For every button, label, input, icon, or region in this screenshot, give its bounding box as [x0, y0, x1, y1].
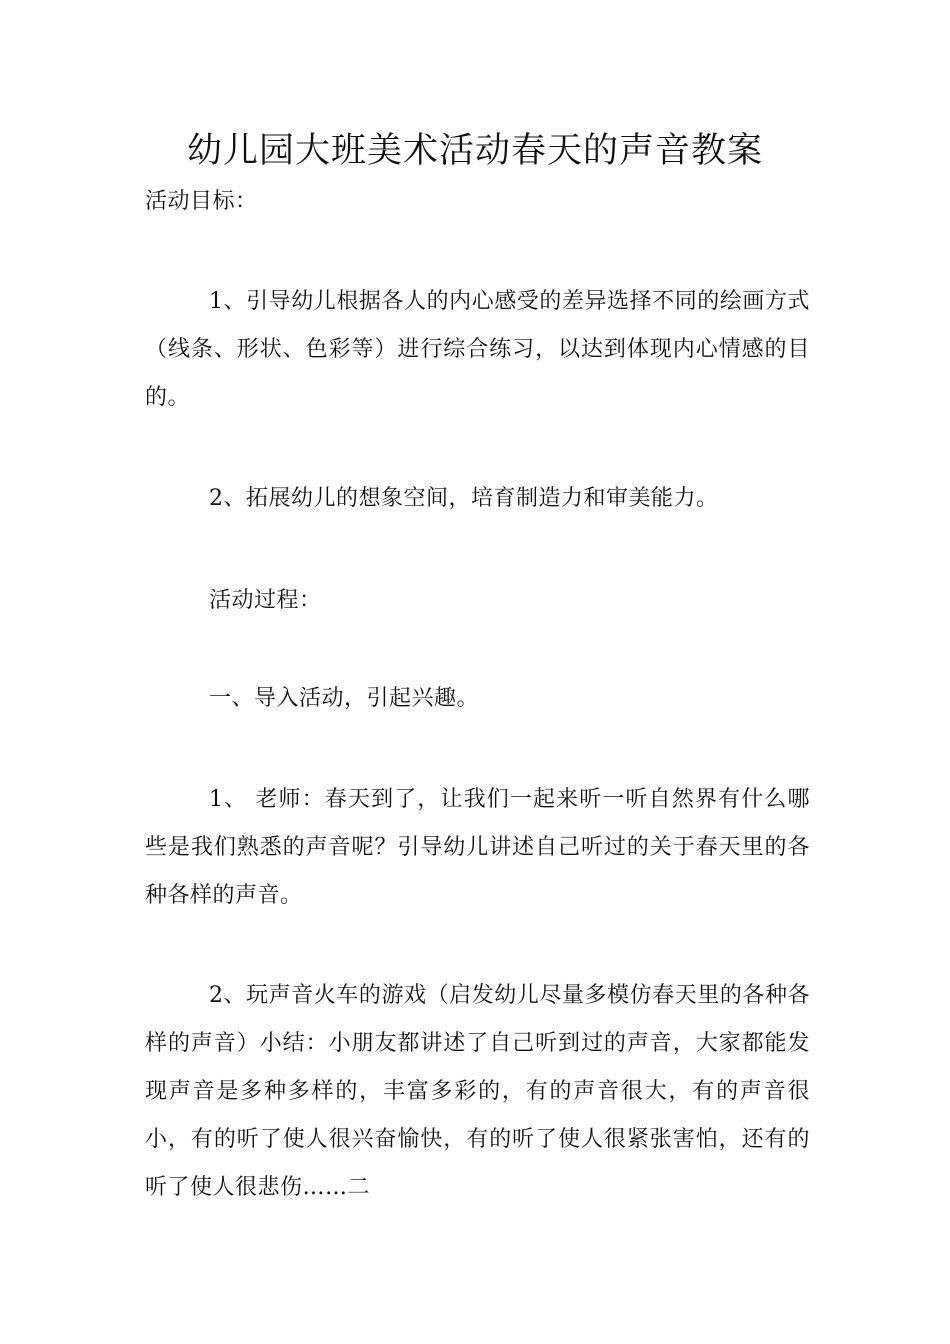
document-title: 幼儿园大班美术活动春天的声音教案: [186, 131, 763, 171]
goals-heading: 活动目标：: [145, 189, 258, 214]
goal-2-paragraph: 2、拓展幼儿的想象空间，培育制造力和审美能力。: [209, 486, 719, 511]
step-1-2-paragraph: 2、玩声音火车的游戏（启发幼儿尽量多模仿春天里的各种各样的声音）小结：小朋友都讲述了自己听到过的声音，大家都能发现声音是多种多样的，丰富多彩的，有的声音很大，有的声音很小，有的听了使人很兴奋愉快，有的听了使人很紧张害怕，还有的听了使人很悲伤……二: [145, 983, 810, 1200]
goal-1-paragraph: 1、引导幼儿根据各人的内心感受的差异选择不同的绘画方式（线条、形状、色彩等）进行综合练习，以达到体现内心情感的目的。: [145, 289, 810, 410]
process-heading: 活动过程：: [209, 588, 322, 613]
step-1-1-paragraph: 1、 老师：春天到了，让我们一起来听一听自然界有什么哪些是我们熟悉的声音呢？引导幼儿讲述自己听过的关于春天里的各种各样的声音。: [145, 787, 810, 908]
step-1-heading: 一、导入活动，引起兴趣。: [209, 686, 480, 711]
